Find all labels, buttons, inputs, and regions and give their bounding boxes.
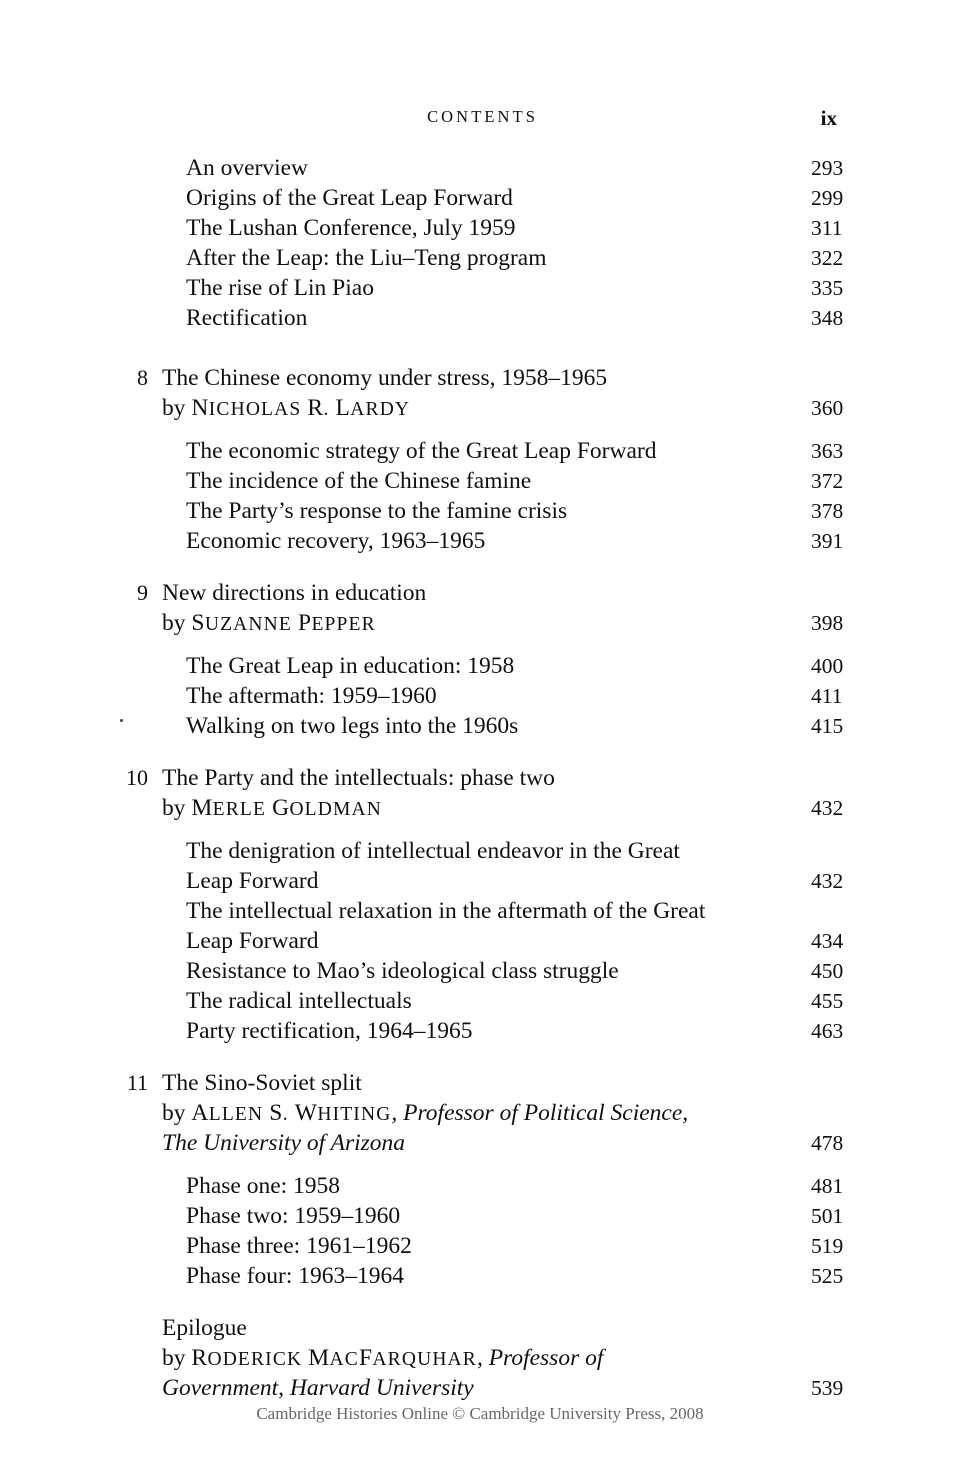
byline-prefix: by [162,395,192,421]
chapter-affiliation-line[interactable] [0,1128,960,1158]
toc-entry-page: 363 [811,439,844,463]
chapter-number: 10 [126,765,148,790]
toc-entry-label: The economic strategy of the Great Leap Forward [186,438,657,464]
toc-entry-label: Phase two: 1959–1960 [186,1203,401,1229]
chapter-affiliation: , Professor of Political Science, [391,1100,689,1126]
byline-prefix: by [162,1100,192,1126]
chapter-number: 9 [137,580,148,605]
toc-entry[interactable] [0,1261,960,1291]
chapter-byline-line[interactable] [0,793,960,823]
chapter-author: ALLEN S. WHITING [191,1100,392,1126]
epilogue-byline-line[interactable] [0,1343,960,1373]
toc-entry-label: The Lushan Conference, July 1959 [186,215,516,241]
toc-entry[interactable] [0,436,960,466]
chapter-affiliation-2: The University of Arizona [162,1130,406,1156]
toc-entry-label: The intellectual relaxation in the aftermath of the Great [186,898,706,924]
toc-entry-label: Party rectification, 1964–1965 [186,1018,473,1044]
toc-entry-page: 322 [811,246,844,270]
table-of-contents [0,153,960,1403]
toc-entry[interactable] [0,651,960,681]
toc-entry-label: Rectification [186,305,308,331]
toc-entry-label: Origins of the Great Leap Forward [186,185,513,211]
toc-entry-label: The denigration of intellectual endeavor in the Great [186,838,680,864]
toc-entry-page: 311 [811,216,843,240]
toc-entry[interactable] [0,986,960,1016]
toc-entry[interactable] [0,273,960,303]
spacer [0,556,960,578]
toc-entry-label: The aftermath: 1959–1960 [186,683,437,709]
chapter-title-line[interactable] [0,363,960,393]
toc-entry[interactable] [0,836,960,866]
chapter-byline [162,608,376,640]
epilogue-page: 539 [811,1376,844,1400]
toc-entry-label: Phase one: 1958 [186,1173,341,1199]
page-footer: Cambridge Histories Online © Cambridge University Press, 2008 [256,1404,704,1423]
epilogue-entry [0,1313,960,1403]
running-head-title: CONTENTS [427,107,539,126]
chapter-entry-11 [0,1068,960,1291]
toc-entry-label: Resistance to Mao’s ideological class struggle [186,958,619,984]
chapter-title: The Sino-Soviet split [162,1070,362,1096]
toc-entry-continuation[interactable] [0,926,960,956]
spacer [0,1158,960,1171]
toc-entry-label-2: Leap Forward [186,928,319,954]
byline-prefix: by [162,795,192,821]
epilogue-affiliation: , Professor of [476,1345,604,1371]
chapter-title: The Party and the intellectuals: phase two [162,765,555,791]
toc-entry-page: 335 [811,276,844,300]
toc-entry[interactable] [0,956,960,986]
spacer [0,1291,960,1313]
toc-entry-page: 348 [811,306,844,330]
chapter-title-line[interactable] [0,763,960,793]
toc-entry-label: The Party’s response to the famine crisis [186,498,568,524]
toc-entry-page: 455 [811,989,844,1013]
epilogue-author: RODERICK MACFARQUHAR [191,1345,477,1371]
chapter-title: New directions in education [162,580,427,606]
toc-entry-page: 378 [811,499,844,523]
toc-entry[interactable] [0,526,960,556]
toc-entry-label: Phase four: 1963–1964 [186,1263,405,1289]
toc-entry-page: 481 [811,1174,844,1198]
toc-entry[interactable] [0,153,960,183]
toc-entry[interactable] [0,213,960,243]
toc-entry-label: The incidence of the Chinese famine [186,468,532,494]
toc-entry-label-2: Leap Forward [186,868,319,894]
toc-entry-page: 293 [811,156,844,180]
epilogue-affiliation-2: Government, Harvard University [162,1375,474,1401]
epilogue-affiliation-line[interactable] [0,1373,960,1403]
toc-entry[interactable] [0,183,960,213]
chapter-entry-9 [0,578,960,741]
chapter-author: NICHOLAS R. LARDY [191,395,411,421]
chapter-byline-line[interactable] [0,1098,960,1128]
spacer [0,638,960,651]
toc-entry-page: 525 [811,1264,844,1288]
toc-entry-page: 501 [811,1204,844,1228]
chapter-author: SUZANNE PEPPER [191,610,376,636]
chapter-title-line[interactable] [0,578,960,608]
spacer [0,741,960,763]
toc-entry[interactable] [0,496,960,526]
toc-entry-label: Economic recovery, 1963–1965 [186,528,486,554]
chapter-number: 8 [137,365,148,390]
chapter-page: 360 [811,396,844,420]
chapter-number: 11 [126,1070,148,1095]
toc-entry-label: The radical intellectuals [186,988,412,1014]
toc-entry-page: 299 [811,186,844,210]
toc-entry[interactable] [0,1201,960,1231]
chapter-page: 478 [811,1131,844,1155]
toc-entry-page: 519 [811,1234,844,1258]
toc-entry[interactable] [0,1231,960,1261]
toc-entry[interactable] [0,681,960,711]
toc-entry-continuation[interactable] [0,866,960,896]
chapter-entry-8 [0,363,960,556]
spacer [0,423,960,436]
toc-entry-page: 400 [811,654,844,678]
chapter-byline-line[interactable] [0,393,960,423]
epilogue-title-line[interactable] [0,1313,960,1343]
toc-entry-label: After the Leap: the Liu–Teng program [186,245,547,271]
epilogue-byline [162,1343,603,1375]
byline-prefix: by [162,1345,192,1371]
epilogue-title: Epilogue [162,1315,247,1341]
toc-entry-page: 450 [811,959,844,983]
chapter-entry-10 [0,763,960,1046]
chapter-byline [162,1098,688,1130]
toc-entry-label: Phase three: 1961–1962 [186,1233,412,1259]
scan-artifact-speck [120,719,123,722]
toc-entry[interactable] [0,243,960,273]
toc-entry[interactable] [0,466,960,496]
chapter-title: The Chinese economy under stress, 1958–1965 [162,365,608,391]
toc-entry[interactable] [0,1171,960,1201]
byline-prefix: by [162,610,192,636]
running-head-folio: ix [820,106,837,130]
spacer [0,333,960,363]
toc-entry-label: The Great Leap in education: 1958 [186,653,515,679]
toc-entry-page: 432 [811,869,844,893]
toc-entry[interactable] [0,303,960,333]
toc-entry-label: Walking on two legs into the 1960s [186,713,519,739]
toc-entry[interactable] [0,1016,960,1046]
chapter-title-line[interactable] [0,1068,960,1098]
chapter-byline [162,793,382,825]
toc-entry-page: 415 [811,714,844,738]
toc-entry[interactable] [0,711,960,741]
spacer [0,823,960,836]
chapter-page: 432 [811,796,844,820]
toc-entry-page: 411 [811,684,843,708]
chapter-byline [162,393,410,425]
chapter-byline-line[interactable] [0,608,960,638]
chapter-author: MERLE GOLDMAN [191,795,382,821]
toc-entry-page: 391 [811,529,844,553]
toc-entry-page: 434 [811,929,844,953]
toc-entry-page: 463 [811,1019,844,1043]
continued-sections-group [0,153,960,333]
toc-entry[interactable] [0,896,960,926]
toc-entry-label: The rise of Lin Piao [186,275,374,301]
running-head [125,107,837,133]
spacer [0,1046,960,1068]
toc-entry-label: An overview [186,155,309,181]
chapter-page: 398 [811,611,844,635]
toc-entry-page: 372 [811,469,844,493]
